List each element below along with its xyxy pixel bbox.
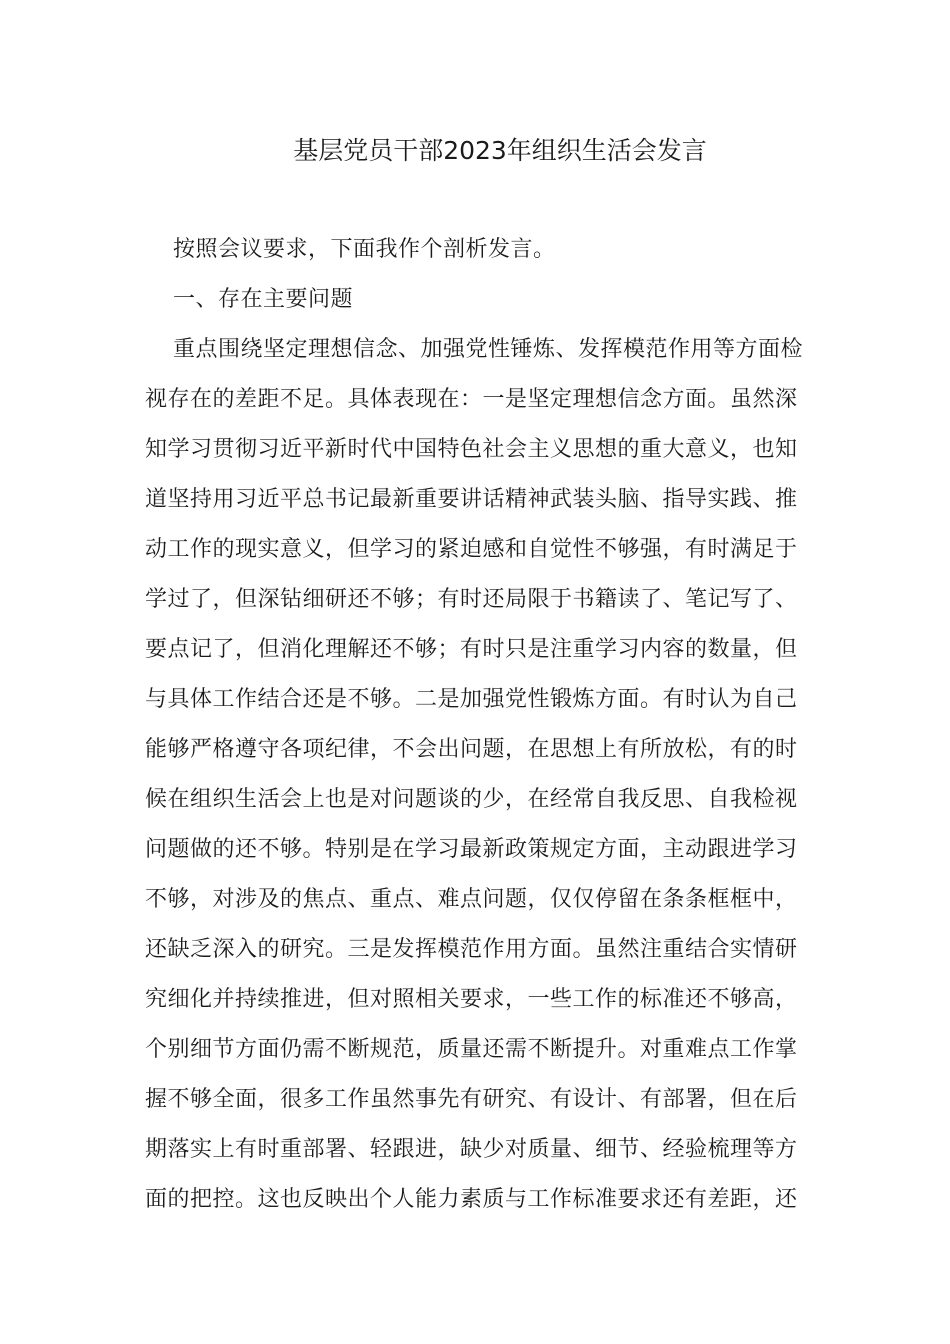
body-line: 视存在的差距不足。具体表现在：一是坚定理想信念方面。虽然深 (145, 387, 798, 412)
body-line: 握不够全面，很多工作虽然事先有研究、有设计、有部署，但在后 (145, 1087, 798, 1112)
body-line: 能够严格遵守各项纪律，不会出问题，在思想上有所放松，有的时 (145, 737, 798, 762)
body-line: 道坚持用习近平总书记最新重要讲话精神武装头脑、指导实践、推 (145, 487, 798, 512)
body-line: 个别细节方面仍需不断规范，质量还需不断提升。对重难点工作掌 (145, 1037, 798, 1062)
document-body (145, 225, 825, 1225)
body-line: 学过了，但深钻细研还不够；有时还局限于书籍读了、笔记写了、 (145, 587, 798, 612)
body-line: 不够，对涉及的焦点、重点、难点问题，仅仅停留在条条框框中， (145, 887, 798, 912)
body-line: 与具体工作结合还是不够。二是加强党性锻炼方面。有时认为自己 (145, 687, 798, 712)
body-line: 动工作的现实意义，但学习的紧迫感和自觉性不够强，有时满足于 (145, 537, 798, 562)
body-line: 要点记了，但消化理解还不够；有时只是注重学习内容的数量，但 (145, 637, 798, 662)
body-line: 期落实上有时重部署、轻跟进，缺少对质量、细节、经验梳理等方 (145, 1137, 798, 1162)
body-line: 候在组织生活会上也是对问题谈的少，在经常自我反思、自我检视 (145, 787, 798, 812)
body-line: 究细化并持续推进，但对照相关要求，一些工作的标准还不够高， (145, 987, 798, 1012)
intro-paragraph: 按照会议要求，下面我作个剖析发言。 (173, 237, 556, 262)
body-line: 知学习贯彻习近平新时代中国特色社会主义思想的重大意义，也知 (145, 437, 798, 462)
document-title: 基层党员干部2023年组织生活会发言 (293, 136, 707, 165)
section-heading: 一、存在主要问题 (173, 287, 354, 312)
body-line: 还缺乏深入的研究。三是发挥模范作用方面。虽然注重结合实情研 (145, 937, 798, 962)
body-line: 面的把控。这也反映出个人能力素质与工作标准要求还有差距，还 (145, 1187, 798, 1212)
body-line: 重点围绕坚定理想信念、加强党性锤炼、发挥模范作用等方面检 (173, 337, 804, 362)
body-line: 问题做的还不够。特别是在学习最新政策规定方面，主动跟进学习 (145, 837, 798, 862)
